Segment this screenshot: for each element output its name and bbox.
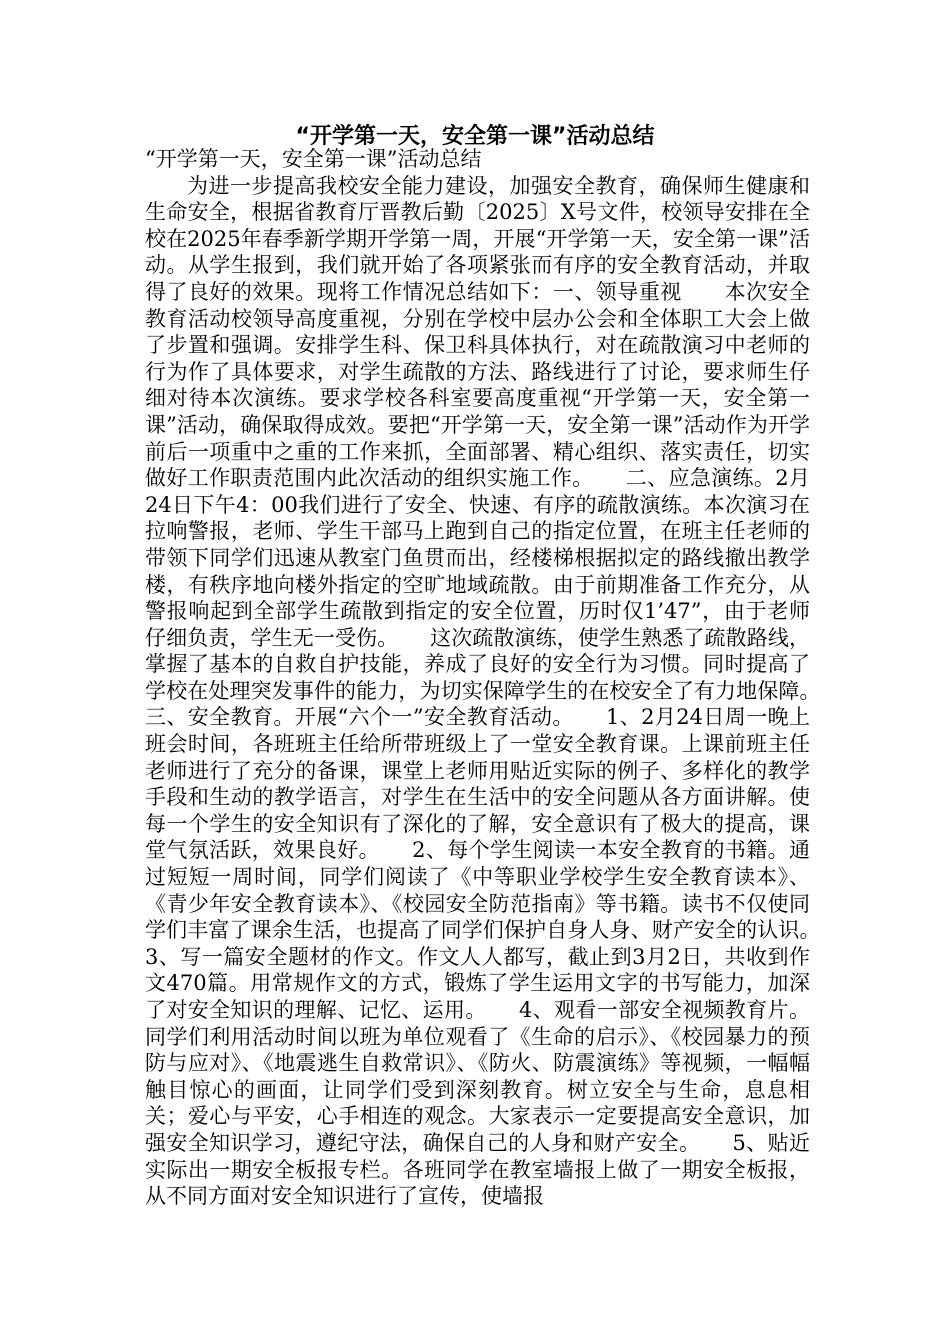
document-subtitle: “开学第一天，安全第一课”活动总结 <box>145 147 482 171</box>
document-title: “开学第一天，安全第一课”活动总结 <box>295 124 655 149</box>
body-paragraph: 为进一步提高我校安全能力建设，加强安全教育，确保师生健康和生命安全，根据省教育厅晋教后勤〔2025〕X号文件，校领导安排在全校在2025年春季新学期开学第一周，开展“开学第一天，安全第一课”活动。从学生报到，我们就开始了各项紧张而有序的安全教育活动，并取得了良好的效果。现将工作情况总结如下：一、领导重视 本次安全教育活动校领导高度重视，分别在学校中层办公会和全体职工大会上做了步置和强调。安排学生科、保卫科具体执行，对在疏散演习中老师的行为作了具体要求，对学生疏散的方法、路线进行了讨论，要求师生仔细对待本次演练。要求学校各科室要高度重视“开学第一天，安全第一课”活动，确保取得成效。要把“开学第一天，安全第一课”活动作为开学前后一项重中之重的工作来抓，全面部署、精心组织、落实责任，切实做好工作职责范围内此次活动的组织实施工作。 二、应急演练。2月24日下午4：00我们进行了安全、快速、有序的疏散演练。本次演习在拉响警报，老师、学生干部马上跑到自己的指定位置，在班主任老师的带领下同学们迅速从教室门鱼贯而出，经楼梯根据拟定的路线撤出教学楼，有秩序地向楼外指定的空旷地域疏散。由于前期准备工作充分，从警报响起到全部学生疏散到指定的安全位置，历时仅1’47”，由于老师仔细负责，学生无一受伤。 这次疏散演练，使学生熟悉了疏散路线，掌握了基本的自救自护技能，养成了良好的安全行为习惯。同时提高了学校在处理突发事件的能力，为切实保障学生的在校安全了有力地保障。 三、安全教育。开展“六个一”安全教育活动。 1、2月24日周一晚上班会时间，各班班主任给所带班级上了一堂安全教育课。上课前班主任老师进行了充分的备课，课堂上老师用贴近实际的例子、多样化的教学手段和生动的教学语言，对学生在生活中的安全问题从各方面讲解。使每一个学生的安全知识有了深化的了解，安全意识有了极大的提高，课堂气氛活跃，效果良好。 2、每个学生阅读一本安全教育的书籍。通过短短一周时间，同学们阅读了《中等职业学校学生安全教育读本》、《青少年安全教育读本》、《校园安全防范指南》等书籍。读书不仅使同学们丰富了课余生活，也提高了同学们保护自身人身、财产安全的认识。 3、写一篇安全题材的作文。作文人人都写，截止到3月2日，共收到作文470篇。用常规作文的方式，锻炼了学生运用文字的书写能力，加深了对安全知识的理解、记忆、运用。 4、观看一部安全视频教育片。同学们利用活动时间以班为单位观看了《生命的启示》、《校园暴力的预防与应对》、《地震逃生自救常识》、《防火、防震演练》等视频，一幅幅触目惊心的画面，让同学们受到深刻教育。树立安全与生命，息息相关；爱心与平安，心手相连的观念。大家表示一定要提高安全意识，加强安全知识学习，遵纪守法，确保自己的人身和财产安全。 5、贴近实际出一期安全板报专栏。各班同学在教室墙报上做了一期安全板报，从不同方面对安全知识进行了宣传，使墙报 <box>145 173 852 1209</box>
document-body <box>145 146 852 1210</box>
